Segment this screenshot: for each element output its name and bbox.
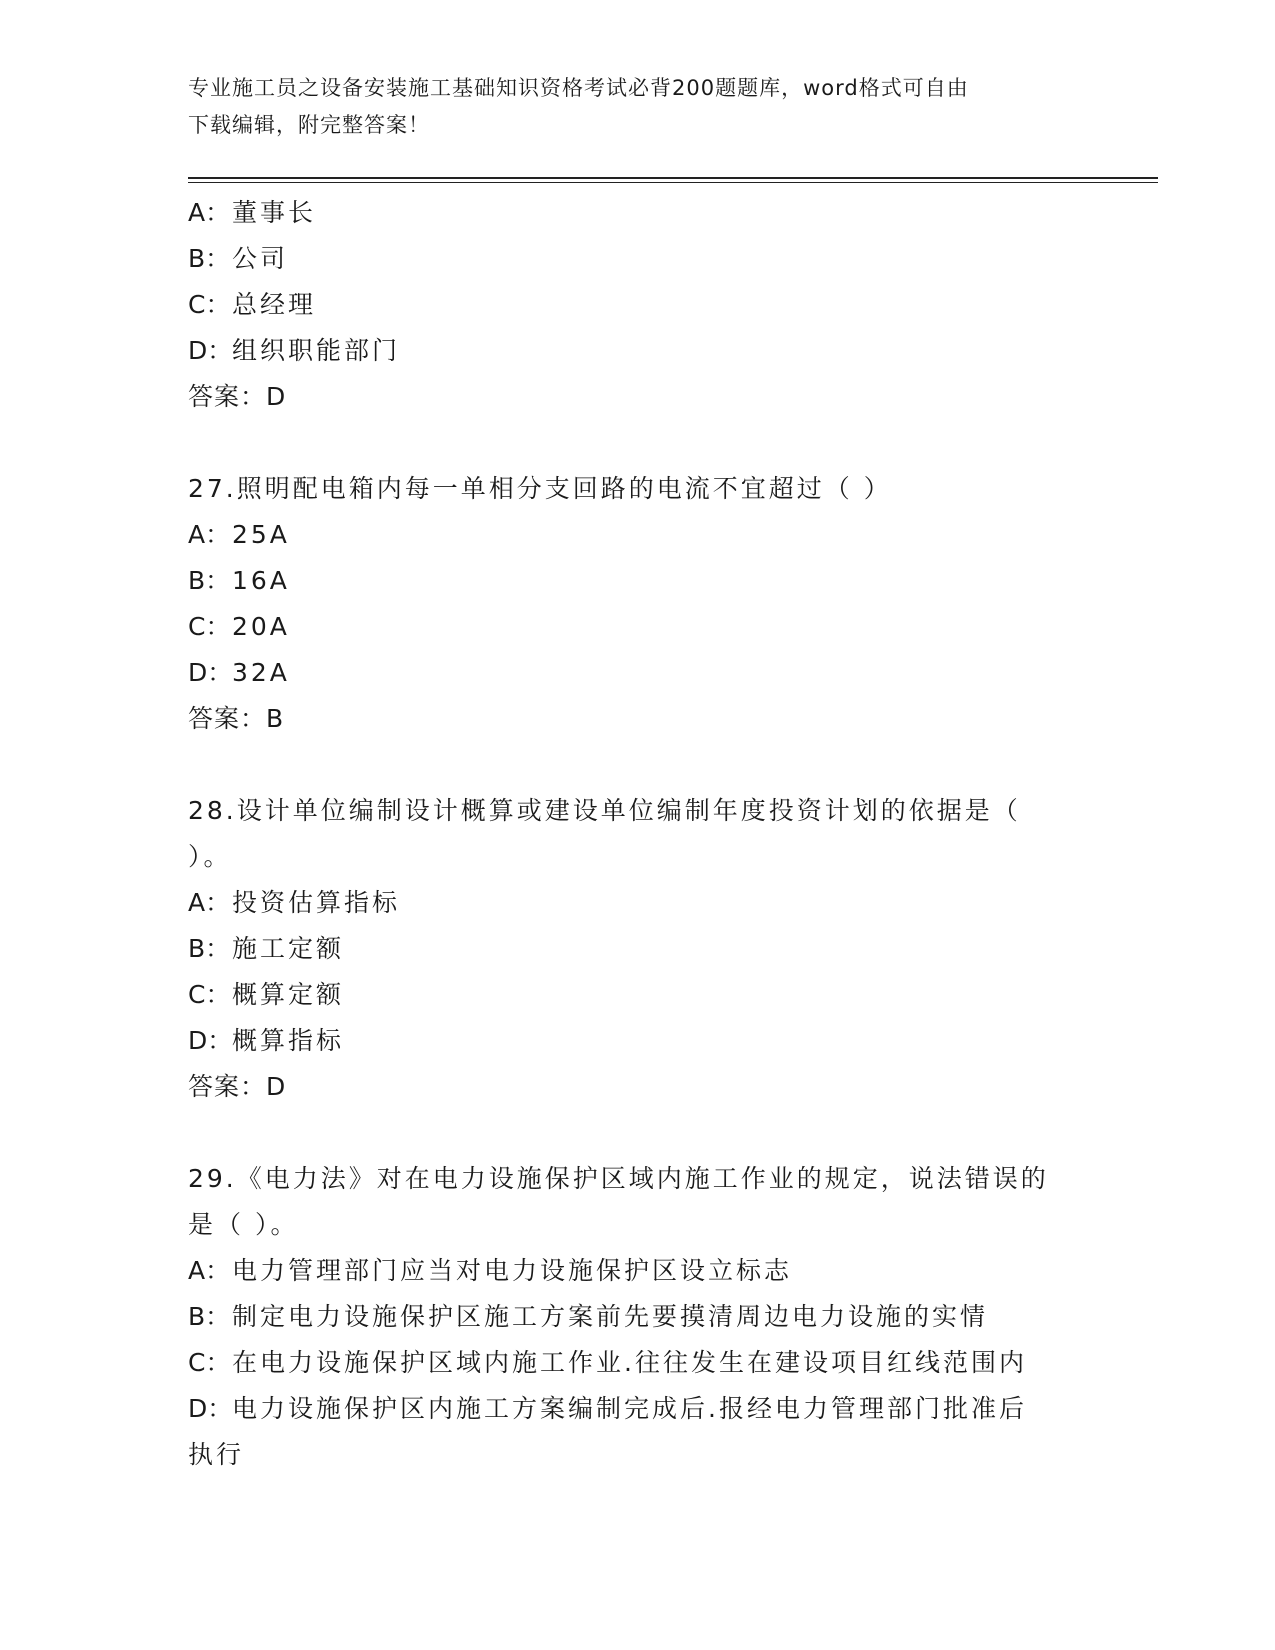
question-text: 27.照明配电箱内每一单相分支回路的电流不宜超过（ ） — [188, 474, 892, 503]
option-a: A：投资估算指标 — [188, 888, 401, 917]
option-d: D：电力设施保护区内施工方案编制完成后.报经电力管理部门批准后 — [188, 1394, 1027, 1423]
question-27 — [188, 466, 1088, 742]
option-c: C：在电力设施保护区域内施工作业.往往发生在建设项目红线范围内 — [188, 1348, 1027, 1377]
option-d: D：32A — [188, 658, 290, 687]
answer-line: 答案：D — [188, 382, 287, 411]
question-text-line-1: 28.设计单位编制设计概算或建设单位编制年度投资计划的依据是（ — [188, 796, 1021, 825]
option-c: C：20A — [188, 612, 290, 641]
option-b: B：施工定额 — [188, 934, 345, 963]
option-d-continuation: 执行 — [188, 1440, 245, 1469]
question-list — [188, 190, 1088, 1478]
option-d: D：概算指标 — [188, 1026, 345, 1055]
option-b: B：16A — [188, 566, 290, 595]
option-a: A：25A — [188, 520, 290, 549]
header-divider-thick — [188, 177, 1158, 179]
option-a: A：电力管理部门应当对电力设施保护区设立标志 — [188, 1256, 793, 1285]
question-text-line-1: 29.《电力法》对在电力设施保护区域内施工作业的规定，说法错误的 — [188, 1164, 1049, 1193]
option-c: C：概算定额 — [188, 980, 345, 1009]
option-b: B：公司 — [188, 244, 289, 273]
option-d: D：组织职能部门 — [188, 336, 401, 365]
option-a: A：董事长 — [188, 198, 317, 227]
question-text-line-2: 是（ ）。 — [188, 1210, 299, 1239]
document-header — [188, 70, 1068, 144]
header-divider-thin — [188, 182, 1158, 183]
option-c: C：总经理 — [188, 290, 317, 319]
option-b: B：制定电力设施保护区施工方案前先要摸清周边电力设施的实情 — [188, 1302, 989, 1331]
header-line-2: 下载编辑，附完整答案！ — [188, 113, 430, 137]
answer-line: 答案：D — [188, 1072, 287, 1101]
question-text-line-2: ）。 — [188, 842, 232, 871]
question-29 — [188, 1156, 1088, 1478]
question-28 — [188, 788, 1088, 1110]
answer-line: 答案：B — [188, 704, 285, 733]
question-26 — [188, 190, 1088, 420]
header-line-1: 专业施工员之设备安装施工基础知识资格考试必背200题题库，word格式可自由 — [188, 76, 969, 100]
